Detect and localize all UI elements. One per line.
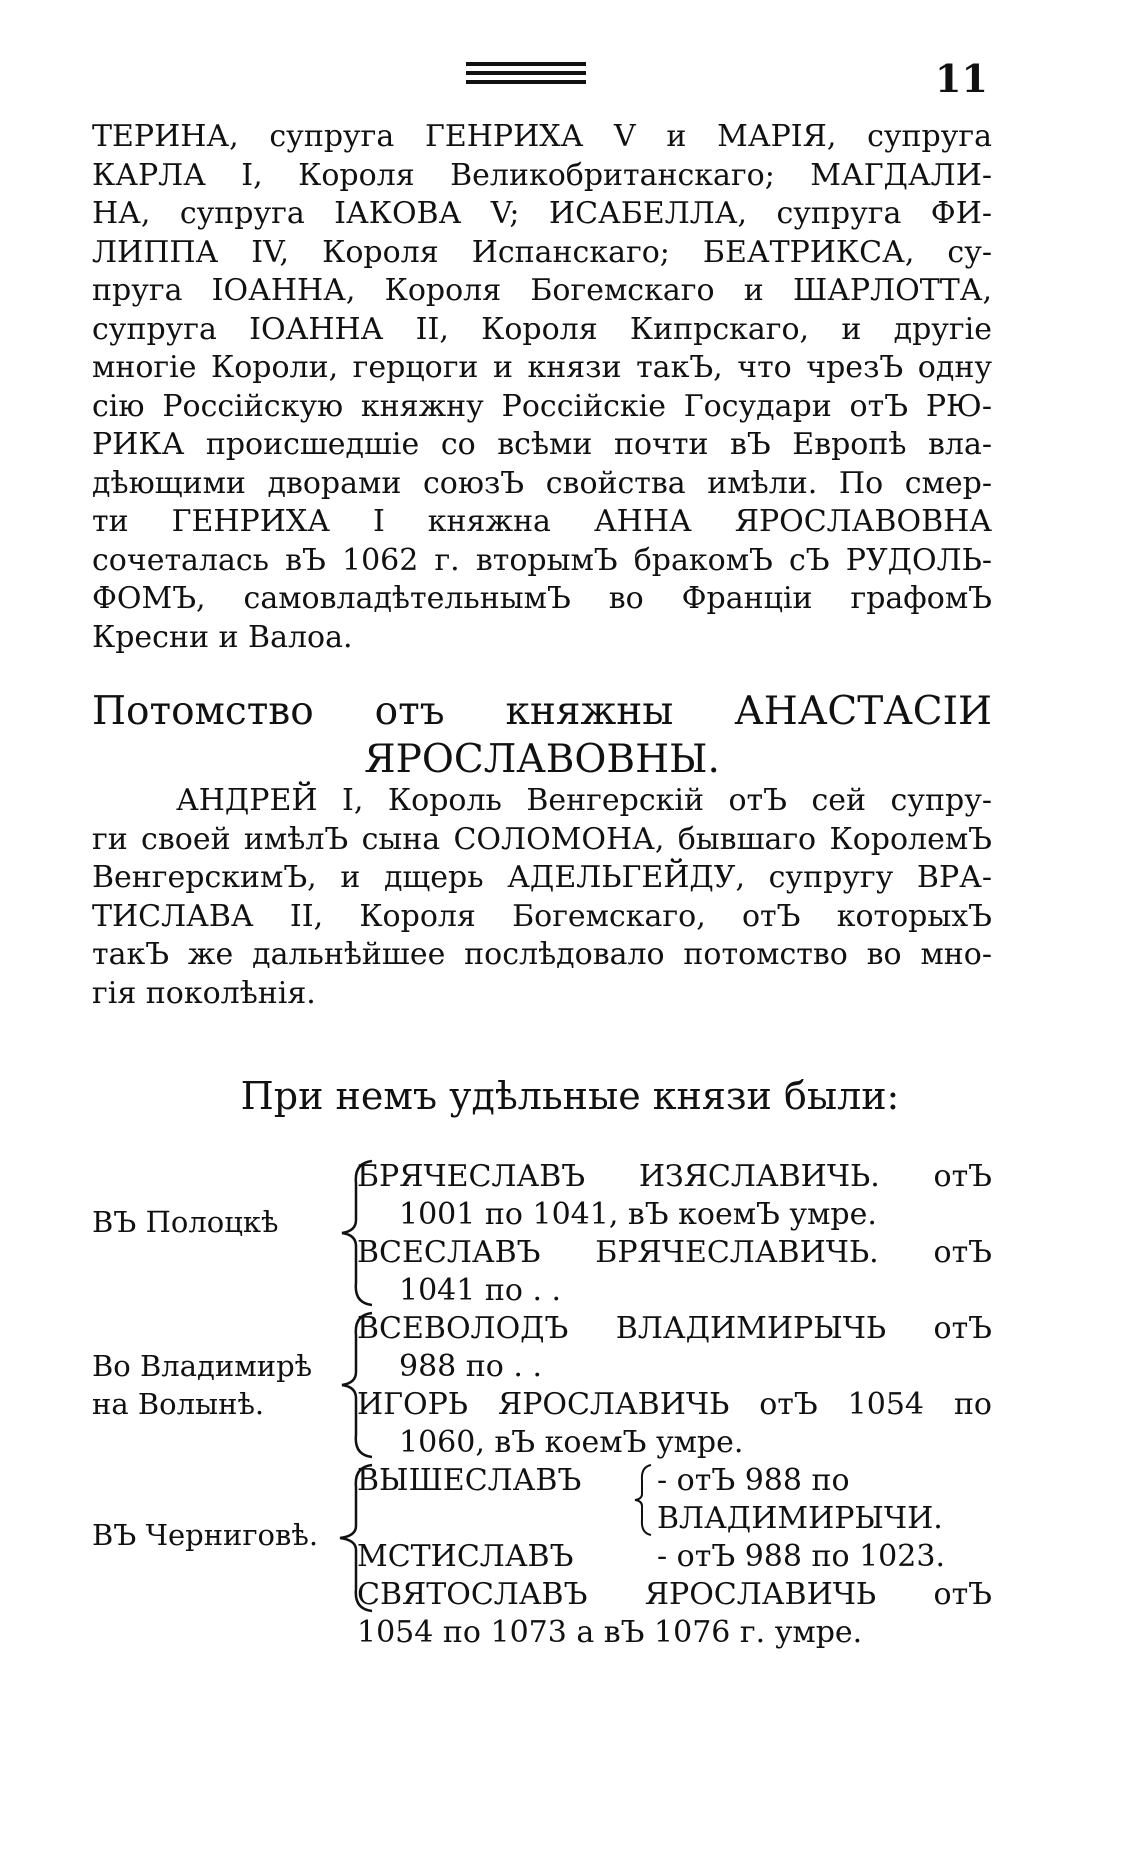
text-line: ВенгерскимЪ, и дщерь АДЕЛЬГЕЙДУ, супругу ВРА- <box>92 860 992 895</box>
text-line: НА, супруга ІАКОВА V; ИСАБЕЛЛА, супруга ФИ- <box>92 196 992 231</box>
region-label <box>92 1347 332 1423</box>
text-line: супруга ІОАННА II, Короля Кипрскаго, и другіе <box>92 311 992 347</box>
text-line: сію Россійскую княжну Россійскіе Государи отЪ РЮ- <box>92 388 992 424</box>
text-line: ФОМЪ, самовладѣтельнымЪ во Франціи графомЪ <box>92 581 992 616</box>
page-number: 11 <box>935 56 988 101</box>
ruler-name: ВСЕСЛАВЪ БРЯЧЕСЛАВИЧЬ. отЪ <box>357 1235 992 1270</box>
text-line: Кресни и Валоа. <box>92 619 353 655</box>
text-line: такЪ же дальнѣйшее послѣдовало потомство во мно- <box>92 937 992 972</box>
text-line: ТИСЛАВА II, Короля Богемскаго, отЪ которыхЪ <box>92 898 992 934</box>
text-line: пруга ІОАННА, Короля Богемскаго и ШАРЛОТТА, <box>92 273 992 308</box>
paragraph-descendants <box>92 782 992 1013</box>
region-label-line: Во Владимирѣ <box>92 1349 313 1383</box>
ruler-group-polotsk <box>92 1158 992 1308</box>
header-ornament-rule <box>466 62 586 89</box>
text-line: многіе Короли, герцоги и князи такЪ, что чрезЪ одну <box>92 350 992 385</box>
shared-patronymic: ВЛАДИМИРЫЧИ. <box>657 1501 943 1536</box>
region-label: ВЪ Полоцкѣ <box>92 1205 279 1239</box>
section-heading <box>92 688 992 784</box>
text-line: АНДРЕЙ I, Король Венгерскій отЪ сей супру- <box>176 783 992 818</box>
ruler-detail: 1001 по 1041, вЪ коемЪ умре. <box>399 1197 877 1232</box>
ruler-row <box>357 1462 992 1500</box>
ruler-row <box>357 1538 992 1576</box>
ruler-name: БРЯЧЕСЛАВЪ ИЗЯСЛАВИЧЬ. отЪ <box>357 1159 992 1194</box>
ruler-row <box>357 1500 992 1538</box>
text-line: сочеталась вЪ 1062 г. вторымЪ бракомЪ сЪ РУДОЛЬ- <box>92 542 992 578</box>
ruler-entries <box>357 1158 992 1310</box>
ruler-name: СВЯТОСЛАВЪ ЯРОСЛАВИЧЬ отЪ <box>357 1577 992 1612</box>
ruler-group-vladimir <box>92 1310 992 1460</box>
ruler-detail: 1060, вЪ коемЪ умре. <box>399 1425 744 1460</box>
appanage-princes-table <box>92 1158 992 1650</box>
section-heading-line: Потомство отъ княжны АНАСТАСІИ <box>92 689 992 734</box>
text-line: ЛИППА IV, Короля Испанскаго; БЕАТРИКСА, су- <box>92 234 992 270</box>
ruler-name: МСТИСЛАВЪ <box>357 1539 574 1574</box>
region-label: ВЪ Черниговѣ. <box>92 1518 319 1552</box>
ruler-detail: 1054 по 1073 а вЪ 1076 г. умре. <box>357 1615 863 1650</box>
text-line: ТЕРИНА, супруга ГЕНРИХА V и МАРІЯ, супруга <box>92 119 992 154</box>
ruler-name: ВСЕВОЛОДЪ ВЛАДИМИРЫЧЬ отЪ <box>357 1311 992 1346</box>
text-line: гія поколѣнія. <box>92 975 316 1011</box>
ruler-group-chernigov <box>92 1462 992 1650</box>
appanage-princes-heading: При немъ удѣльные князи были: <box>240 1074 900 1118</box>
ruler-entries <box>357 1310 992 1462</box>
ruler-detail: - отЪ 988 по <box>657 1463 850 1498</box>
ruler-name: ИГОРЬ ЯРОСЛАВИЧЬ отЪ 1054 по <box>357 1387 992 1422</box>
ruler-detail: 988 по . . <box>399 1349 542 1384</box>
text-line: дѣющими дворами союзЪ свойства имѣли. По смер- <box>92 465 992 501</box>
text-line: ги своей имѣлЪ сына СОЛОМОНА, бывшаго КоролемЪ <box>92 821 992 857</box>
text-line: РИКА происшедшіе со всѣми почти вЪ Европѣ вла- <box>92 427 992 462</box>
ruler-name: ВЫШЕСЛАВЪ <box>357 1463 582 1498</box>
section-heading-line: ЯРОСЛАВОВНЫ. <box>364 737 720 782</box>
text-line: КАРЛА I, Короля Великобританскаго; МАГДАЛИ- <box>92 157 992 193</box>
paragraph-royal-marriages <box>92 118 992 657</box>
ruler-detail: - отЪ 988 по 1023. <box>657 1539 945 1574</box>
text-line: ти ГЕНРИХА I княжна АННА ЯРОСЛАВОВНА <box>92 504 992 539</box>
region-label-line: на Волынѣ. <box>92 1387 265 1421</box>
ruler-entries <box>357 1462 992 1652</box>
ruler-detail: 1041 по . . <box>399 1273 562 1308</box>
